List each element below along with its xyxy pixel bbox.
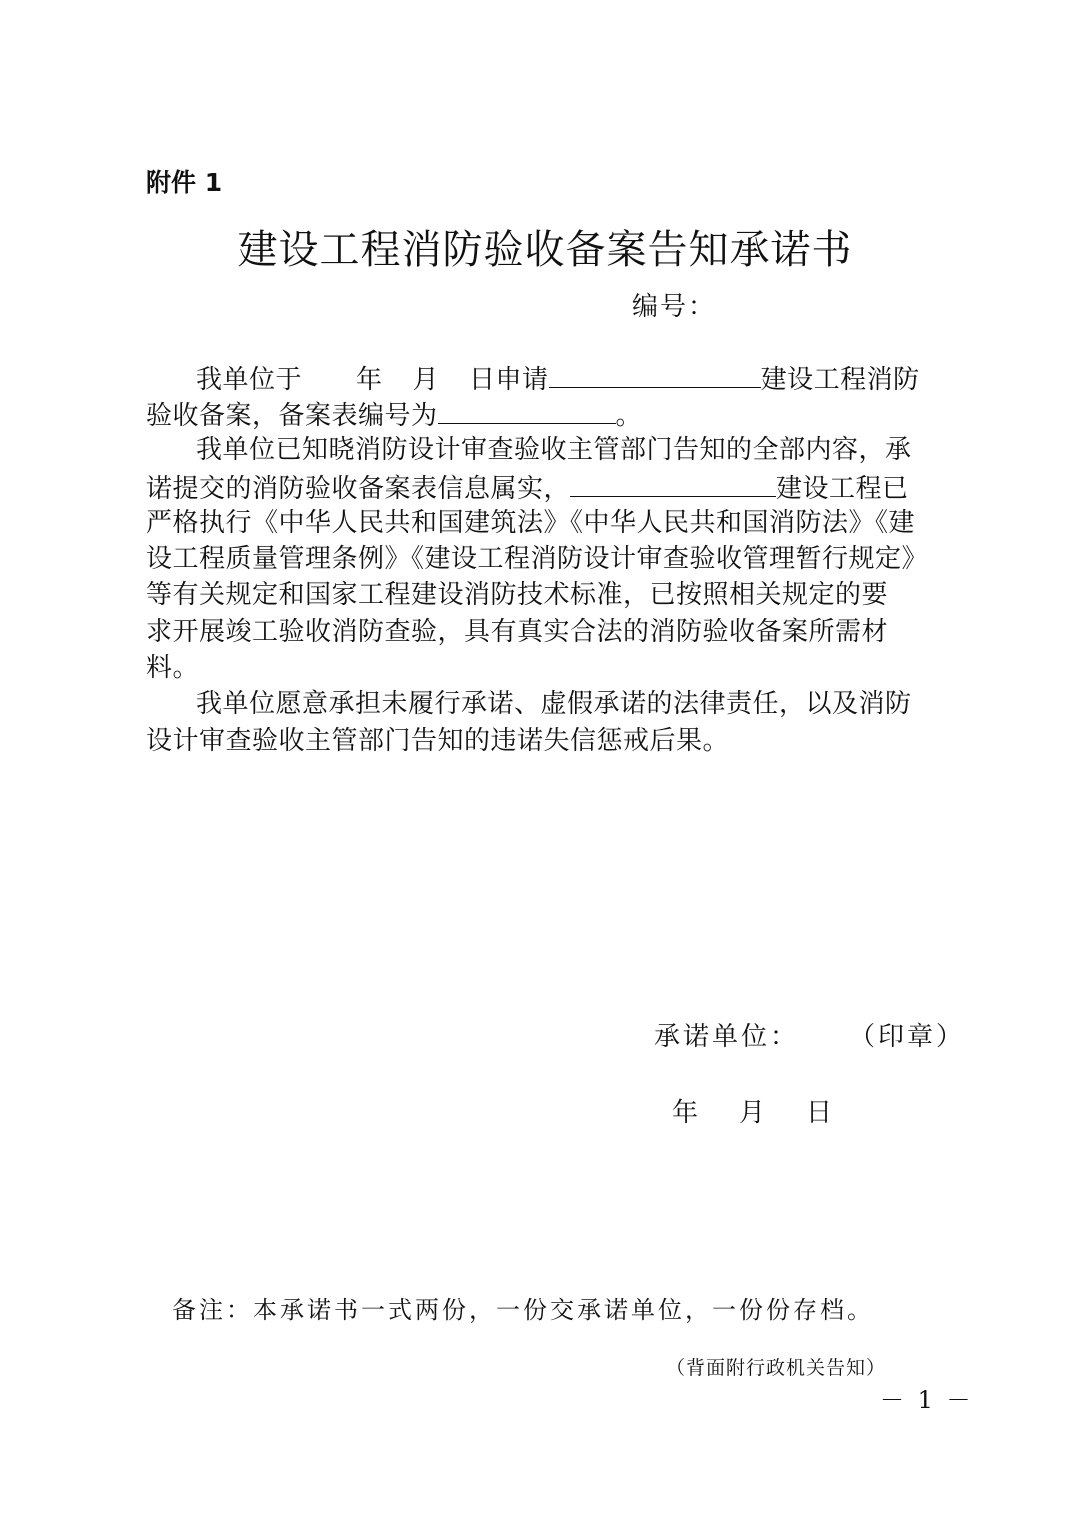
- seal-label: （印章）: [849, 1022, 966, 1052]
- paragraph-3-line-1: 我单位愿意承担未履行承诺、虚假承诺的法律责任，以及消防: [196, 689, 912, 719]
- paragraph-1-line-1: [196, 359, 920, 398]
- signature-unit-row: [654, 1016, 965, 1053]
- page-number: － 1 －: [880, 1386, 974, 1414]
- paragraph-2-line-4: 设工程质量管理条例》《建设工程消防设计审查验收管理暂行规定》: [146, 544, 929, 574]
- signature-date-row: [672, 1092, 835, 1129]
- sign-day-label: 日: [806, 1098, 836, 1128]
- sign-year-label: 年: [672, 1098, 702, 1128]
- p1-text-unit-on: 我单位于: [196, 365, 303, 395]
- remark-note: 备注：本承诺书一式两份，一份交承诺单位，一份份存档。: [172, 1296, 874, 1324]
- p1-period: 。: [615, 401, 643, 431]
- p1-text-filing-number: 验收备案，备案表编号为: [146, 401, 438, 431]
- attachment-label: 附件 1: [146, 168, 223, 197]
- project-name-blank-2: [570, 468, 776, 497]
- p2-text-project: 建设工程已: [776, 474, 909, 504]
- p1-text-fire-project: 建设工程消防: [760, 365, 920, 395]
- paragraph-2-line-3: 严格执行《中华人民共和国建筑法》《中华人民共和国消防法》《建: [146, 508, 916, 538]
- back-page-note: （背面附行政机关告知）: [666, 1357, 887, 1379]
- paragraph-2-line-6: 求开展竣工验收消防查验，具有真实合法的消防验收备案所需材: [146, 617, 889, 647]
- paragraph-2-line-7: 料。: [146, 653, 200, 683]
- paragraph-3-line-2: 设计审查验收主管部门告知的违诺失信惩戒后果。: [146, 726, 730, 756]
- paragraph-2-line-2: [146, 468, 909, 507]
- sign-month-label: 月: [739, 1098, 769, 1128]
- p1-year-label: 年: [356, 365, 383, 395]
- project-name-blank: [549, 359, 761, 388]
- p1-day-apply-label: 日申请: [469, 365, 549, 395]
- p1-month-label: 月: [412, 365, 440, 395]
- serial-number-label: 编号：: [632, 292, 717, 322]
- p2-text-commit: 诺提交的消防验收备案表信息属实，: [146, 474, 571, 504]
- document-title: 建设工程消防验收备案告知承诺书: [237, 227, 853, 273]
- paragraph-1-line-2: [146, 395, 642, 434]
- filing-number-blank: [438, 395, 616, 424]
- paragraph-2-line-5: 等有关规定和国家工程建设消防技术标准，已按照相关规定的要: [146, 580, 889, 610]
- paragraph-2-line-1: 我单位已知晓消防设计审查验收主管部门告知的全部内容，承: [196, 435, 912, 465]
- commitment-unit-label: 承诺单位：: [654, 1022, 800, 1052]
